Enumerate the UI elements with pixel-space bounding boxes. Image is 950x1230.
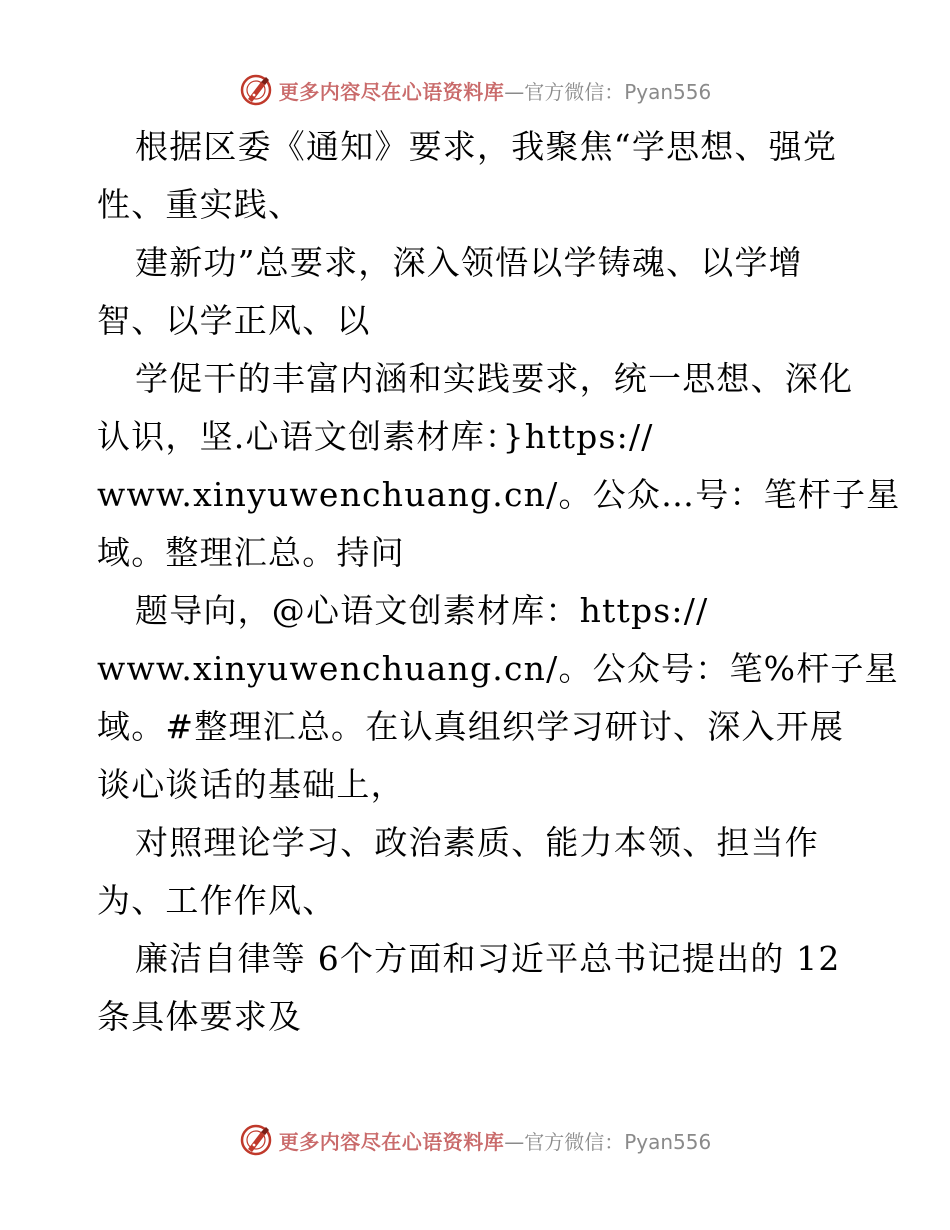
body-line: 性、重实践、: [97, 185, 303, 224]
banner-text: [279, 1126, 712, 1155]
body-line: 对照理论学习、政治素质、能力本领、担当作: [135, 823, 819, 862]
banner-contact: 官方微信：Pyan556: [524, 79, 712, 104]
body-line: 为、工作作风、: [97, 881, 337, 920]
banner-separator: —: [504, 79, 525, 104]
banner-text: [279, 76, 712, 105]
document-body: [97, 118, 901, 1046]
body-line: 题导向，@心语文创素材库：https://: [135, 591, 709, 630]
pen-nib-logo-icon: [239, 73, 273, 107]
banner-separator: —: [504, 1129, 525, 1154]
footer-banner: [0, 1120, 950, 1160]
header-banner: [0, 70, 950, 110]
body-line: 根据区委《通知》要求，我聚焦“学思想、强党: [135, 127, 838, 166]
body-line: 学促干的丰富内涵和实践要求，统一思想、深化: [135, 359, 854, 398]
body-line: 域。整理汇总。持问: [97, 533, 405, 572]
body-line: www.xinyuwenchuang.cn/。公众号：笔%杆子星: [97, 649, 899, 688]
pen-nib-logo-icon: [239, 1123, 273, 1157]
banner-lead: 更多内容尽在心语资料库: [278, 1129, 505, 1154]
body-line: 条具体要求及: [97, 997, 303, 1036]
body-line: 认识，坚.心语文创素材库：}https://: [97, 417, 654, 456]
body-line: 域。#整理汇总。在认真组织学习研讨、深入开展: [97, 707, 845, 746]
body-line: 谈心谈话的基础上，: [97, 765, 405, 804]
body-line: www.xinyuwenchuang.cn/。公众…号：笔杆子星: [97, 475, 901, 514]
body-line: 廉洁自律等 6个方面和习近平总书记提出的 12: [135, 939, 841, 978]
body-line: 建新功”总要求，深入领悟以学铸魂、以学增: [135, 243, 803, 282]
body-line: 智、以学正风、以: [97, 301, 371, 340]
banner-lead: 更多内容尽在心语资料库: [278, 79, 505, 104]
banner-contact: 官方微信：Pyan556: [524, 1129, 712, 1154]
